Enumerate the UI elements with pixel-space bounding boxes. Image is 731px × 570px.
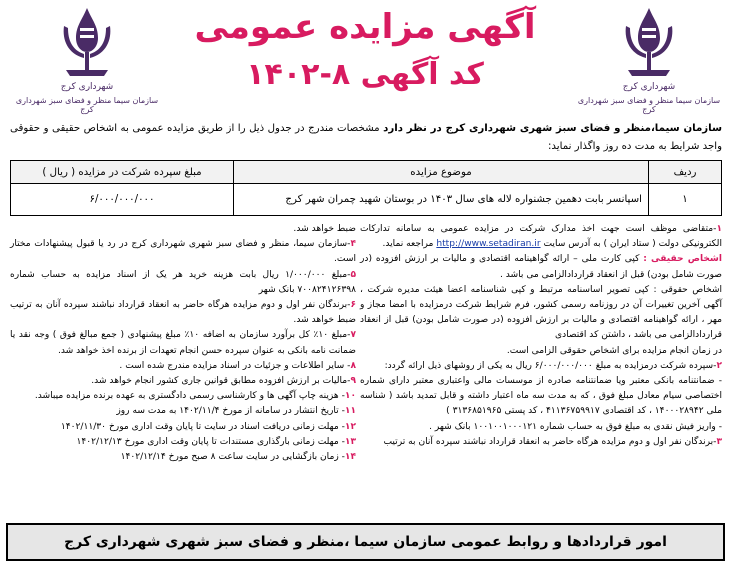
condition-text: -مبلغ ۱۰٪ کل برآورد سازمان به اضافه ۱۰٪ مبلغ پیشنهادی ( جمع مبالغ فوق ) وجه نقد یا ضمانت نامه بانکی به عنوان سپرده حسن انجام تعهدات از برنده اخذ خواهد شد. (10, 330, 356, 356)
notice-title: آگهی مزایده عمومی (194, 7, 536, 47)
condition-item (10, 359, 356, 374)
condition-item (10, 374, 356, 389)
table-header-row (11, 161, 722, 184)
condition-item (10, 328, 356, 358)
condition-text: -سازمان سیما، منظر و فضای سبز شهری شهرداری کرج در رد یا قبول پیشنهادات مختار است. (10, 239, 356, 265)
condition-number: ۱۰ (344, 391, 356, 402)
logo-caption-line1: شهرداری کرج (60, 82, 114, 92)
condition-text: در زمان انجام مزایده برای اشخاص حقوقی الزامی است. (506, 345, 722, 356)
condition-text: - ضمانتنامه بانکی معتبر ویا ضمانتنامه صادره از موسسات مالی واعتباری معتبر دارای شماره اختصاصی سیام معادل مبلغ فوق ، که به مدت سه ماه اعتبار داشته و قابل تمدید باشد ( شناسه ملی ۱۴۰۰۰۲۸۹۴۲ ، کد اقتصادی ۴۱۱۳۶۷۵۹۹۱۷ ، کد پستی ۳۱۳۶۸۵۱۹۶۵ ) (360, 376, 722, 417)
condition-number: ۱۲ (344, 421, 356, 432)
table-header-row-number: ردیف (649, 161, 722, 184)
condition-text: -متقاضی موظف است جهت اخذ مدارک شرکت در مزایده عمومی به سامانه تدارکات الکترونیکی دولت ( ستاد ایران ) به آدرس سایت (360, 224, 722, 250)
setadiran-link[interactable]: http://www.setadiran.ir (436, 239, 541, 250)
condition-text: - هزینه چاپ آگهی ها و کارشناسی رسمی دادگستری به عهده برنده مزایده میباشد. (34, 391, 345, 402)
condition-text: -مبلغ ۱/۰۰۰/۰۰۰ ریال بابت هزینه خرید هر یک از اسناد مزایده به حساب شماره ۷۰۰۸۲۴۱۲۶۳۹۸ بانک شهر (10, 269, 356, 295)
condition-item (360, 435, 722, 450)
condition-text: - زمان بازگشایی در سایت ساعت ۸ صبح مورخ ۱۴۰۲/۱۲/۱۴ (120, 452, 345, 463)
condition-text: کپی کارت ملی – ارائه گواهینامه اقتصادی و مالیات بر ارزش افزوده (در صورت شامل بودن) قبل از انعقاد قراردادالزامی می باشد . (360, 254, 722, 280)
table-row (11, 184, 722, 216)
municipality-logo-left (12, 6, 162, 114)
conditions-right-column (360, 222, 722, 450)
condition-text: -برندگان نفر اول و دوم مزایده هرگاه حاضر به انعقاد قرارداد نباشند سپرده آنان به ترتیب ضبط خواهد شد. (10, 300, 356, 326)
condition-item (10, 404, 356, 419)
table-cell-subject: اسپانسر بابت دهمین جشنواره لاله های سال ۱۴۰۳ در بوستان شهید چمران شهر کرج (234, 184, 649, 216)
intro-text: مشخصات مندرج در جدول ذیل را از طریق مزایده عمومی به اشخاص حقیقی و حقوقی واجد شرایط به مدت ده روز واگذار نماید: (10, 123, 722, 152)
condition-text: - تاریخ انتشار در سامانه از مورخ ۱۴۰۲/۱۱/۴ به مدت سه روز (116, 406, 345, 417)
condition-item (360, 222, 722, 252)
intro-bold: سازمان سیما،منظر و فضای سبز شهری شهرداری کرج در نظر دارد (383, 123, 722, 134)
condition-text: اشخاص حقوقی : کپی تصویر اساسنامه مرتبط و کپی شناسنامه اعضا هیئت مدیره شرکت ، آگهی آخرین تغییرات آن در روزنامه رسمی کشور، فرم شرایط شرکت درمزایده با امضا مجاز و مهر ، ارائه گواهینامه اقتصادی و مالیات بر ارزش افزوده (در صورت شامل بودن) قبل از انعقاد قراردادالزامی می باشد ، داشتن کد اقتصادی (360, 284, 722, 341)
condition-item (10, 237, 356, 267)
condition-item (10, 435, 356, 450)
condition-number: ۲ (716, 360, 722, 371)
condition-number: ۳ (716, 436, 722, 447)
condition-number: ۴ (350, 239, 356, 250)
condition-number: ۷ (350, 330, 356, 341)
condition-item (10, 450, 356, 465)
condition-item (10, 268, 356, 298)
intro-paragraph (10, 120, 722, 156)
condition-text: - واریز فیش نقدی به مبلغ فوق به حساب شماره ۱۰۰۱۰۰۱۰۰۰۱۲۱ بانک شهر . (429, 421, 722, 432)
tulip-emblem-icon (616, 6, 682, 80)
condition-text: ضبط خواهد شد. (293, 224, 356, 234)
condition-text: -برندگان نفر اول و دوم مزایده هرگاه حاضر به انعقاد قرارداد نباشند سپرده آنان به ترتیب (383, 436, 717, 447)
logo-caption-line2: سازمان سیما منظر و فضای سبز شهرداری کرج (15, 96, 159, 114)
condition-text: - مهلت زمانی دریافت اسناد در سایت تا پایان وقت اداری مورخ ۱۴۰۲/۱۱/۳۰ (60, 421, 345, 432)
condition-item (10, 298, 356, 328)
condition-item (360, 252, 722, 282)
condition-item (360, 283, 722, 344)
condition-number: ۱۱ (344, 406, 356, 417)
condition-text: - سایر اطلاعات و جزئیات در اسناد مزایده مندرج شده است . (119, 360, 351, 371)
condition-number: ۵ (350, 269, 357, 280)
logo-caption-line2: سازمان سیما منظر و فضای سبز شهرداری کرج (577, 96, 721, 114)
condition-item (360, 374, 722, 420)
condition-number: ۱۴ (344, 452, 356, 463)
condition-number: ۶ (350, 300, 356, 311)
condition-text: - مهلت زمانی بارگذاری مستندات تا پایان وقت اداری مورخ ۱۴۰۲/۱۲/۱۳ (76, 436, 345, 447)
condition-number: ۱ (716, 224, 722, 234)
municipality-logo-right (574, 6, 724, 114)
table-header-subject: موضوع مزایده (234, 161, 649, 184)
conditions-left-column (10, 222, 356, 465)
condition-number: ۹ (350, 376, 356, 387)
notice-code: کد آگهی ۸-۱۴۰۲ (246, 57, 484, 92)
table-header-deposit: مبلغ سپرده شرکت در مزایده ( ریال ) (11, 161, 234, 184)
auction-table (10, 160, 722, 216)
condition-text: -سپرده شرکت درمزایده به مبلغ ۶/۰۰۰/۰۰۰/۰۰۰ ریال به یکی از روشهای ذیل ارائه گردد: (384, 360, 717, 371)
condition-number: ۸ (350, 360, 356, 371)
condition-item (360, 344, 722, 359)
table-cell-deposit: ۶/۰۰۰/۰۰۰/۰۰۰ (11, 184, 234, 216)
footer-bar: امور قراردادها و روابط عمومی سازمان سیما ،منظر و فضای سبز شهری شهرداری کرج (6, 523, 725, 561)
condition-text-end: مراجعه نماید. (382, 239, 434, 250)
condition-number: ۱۳ (344, 436, 356, 447)
natural-persons-label: اشخاص حقیقی : (643, 254, 722, 265)
table-cell-row-number: ۱ (649, 184, 722, 216)
condition-item (360, 420, 722, 435)
condition-item (360, 359, 722, 374)
logo-caption-line1: شهرداری کرج (622, 82, 676, 92)
condition-item (10, 389, 356, 404)
condition-text: -مالیات بر ارزش افزوده مطابق قوانین جاری کشور انجام خواهد شد. (91, 376, 351, 387)
notice-header (0, 0, 731, 120)
condition-item (10, 222, 356, 237)
tulip-emblem-icon (54, 6, 120, 80)
condition-item (10, 420, 356, 435)
